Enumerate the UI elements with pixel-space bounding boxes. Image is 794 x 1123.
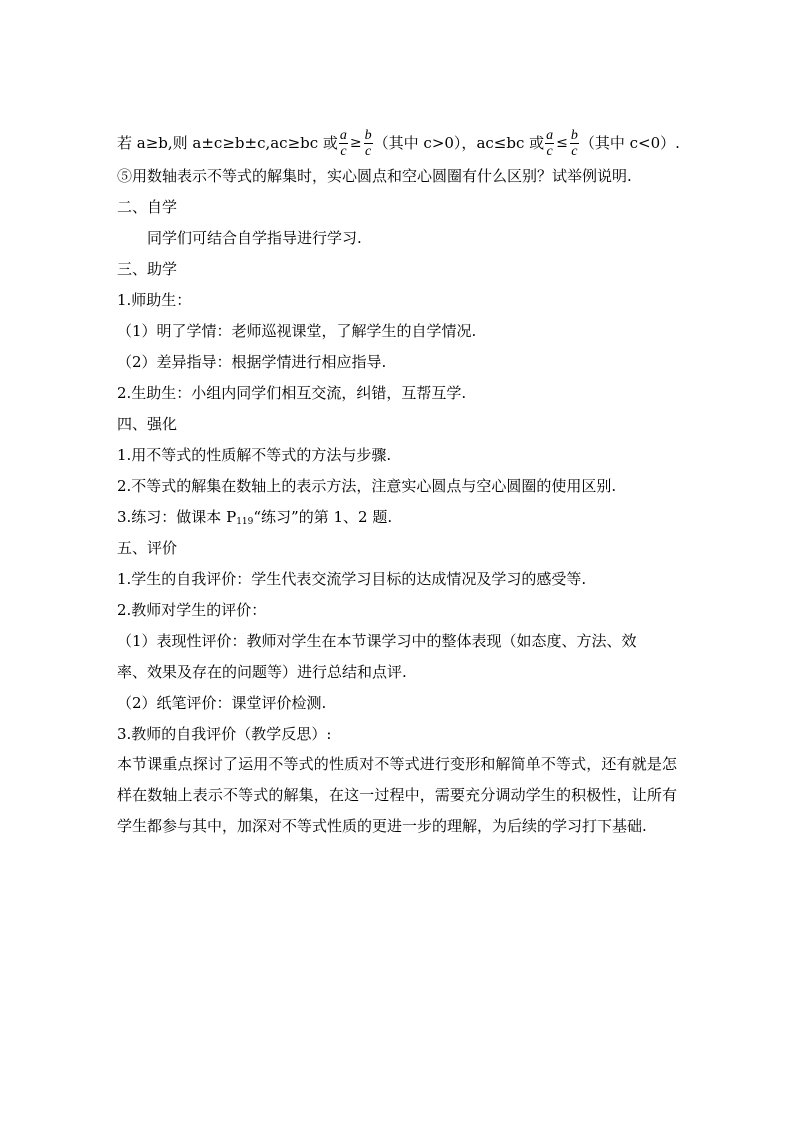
evaluation-item-2: 2.教师对学生的评价： — [117, 601, 267, 619]
le-symbol: ≤ — [556, 135, 568, 151]
exercise-prefix: 3.练习：做课本 P — [117, 508, 237, 526]
closing-paragraph: 本节课重点探讨了运用不等式的性质对不等式进行变形和解简单不等式，还有就是怎样在数轴上表示不等式的解集，在这一过程中，需要充分调动学生的积极性，让所有学生都参与其中，加深对不等式性质的更进一步的理解，为后续的学习打下基础. — [117, 755, 677, 835]
teacher-assist-item-2: （2）差异指导：根据学情进行相应指导. — [117, 353, 387, 371]
heading-evaluation: 五、评价 — [117, 539, 178, 557]
teacher-assist-item-1: （1）明了学情：老师巡视课堂，了解学生的自学情况. — [117, 322, 477, 340]
evaluation-sub-1a: （1）表现性评价：教师对学生在本节课学习中的整体表现（如态度、方法、效 — [117, 632, 637, 650]
formula-text-2: （其中 c>0），ac≤bc 或 — [373, 134, 545, 152]
evaluation-item-1: 1.学生的自我评价：学生代表交流学习目标的达成情况及学习的感受等. — [117, 570, 587, 588]
heading-assist: 三、助学 — [117, 260, 178, 278]
self-study-text: 同学们可结合自学指导进行学习. — [147, 229, 362, 247]
document-page — [117, 124, 680, 842]
reinforce-item-3 — [117, 507, 677, 527]
teacher-assist-title: 1.师助生： — [117, 291, 192, 309]
student-assist: 2.生助生：小组内同学们相互交流，纠错，互帮互学. — [117, 384, 467, 402]
fraction-b-over-c: $\frac{b}{c}$ — [364, 127, 372, 159]
ge-symbol: ≥ — [349, 135, 362, 151]
question-5: ⑤用数轴表示不等式的解集时，实心圆点和空心圆圈有什么区别？试举例说明. — [117, 167, 632, 185]
exercise-suffix: “练习”的第 1、2 题. — [253, 508, 393, 526]
evaluation-item-3: 3.教师的自我评价（教学反思）: — [117, 725, 332, 743]
evaluation-sub-2: （2）纸笔评价：课堂评价检测. — [117, 694, 327, 712]
page-number: 119 — [236, 517, 254, 527]
formula-text-3: （其中 c<0）. — [579, 134, 680, 152]
formula-text-1: 若 a≥b,则 a±c≥b±c,ac≥bc 或 — [117, 134, 338, 152]
evaluation-sub-1b: 率、效果及存在的问题等）进行总结和点评. — [117, 663, 407, 681]
reinforce-item-1: 1.用不等式的性质解不等式的方法与步骤. — [117, 446, 392, 464]
fraction-a-over-c-2: $\frac{a}{c}$ — [546, 127, 554, 159]
inequality-properties-line — [117, 124, 680, 162]
fraction-a-over-c: $\frac{a}{c}$ — [339, 127, 347, 159]
heading-reinforce: 四、强化 — [117, 415, 178, 433]
fraction-b-over-c-2: $\frac{b}{c}$ — [570, 127, 578, 159]
reinforce-item-2: 2.不等式的解集在数轴上的表示方法，注意实心圆点与空心圆圈的使用区别. — [117, 477, 617, 495]
heading-self-study: 二、自学 — [117, 198, 178, 216]
